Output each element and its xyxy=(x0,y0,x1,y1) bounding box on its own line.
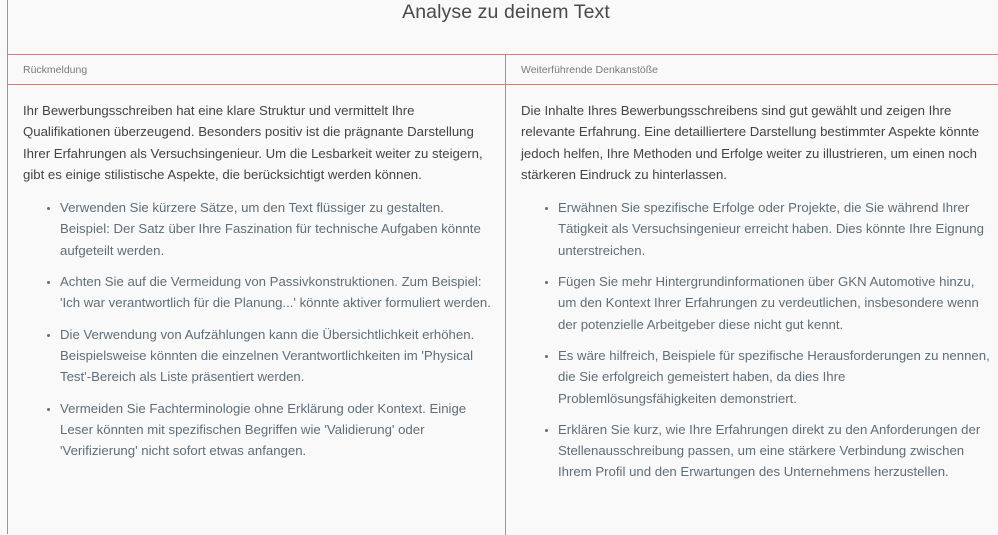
feedback-list xyxy=(23,197,493,461)
list-item: • Fügen Sie mehr Hintergrundinformationen über GKN Automotive hinzu, um den Kontext Ihrer Erfahrungen zu verdeutlichen, insbesondere wenn der potenzielle Arbeitgeber diese nicht gut kennt. xyxy=(558,271,996,335)
analysis-panel xyxy=(7,54,998,534)
list-item: • Erwähnen Sie spezifische Erfolge oder Projekte, die Sie während Ihrer Tätigkeit als Versuchsingenieur erreicht haben. Dies könnte Ihre Eignung unterstreichen. xyxy=(558,197,996,261)
thoughts-column-body xyxy=(506,85,998,483)
feedback-column-header: Rückmeldung xyxy=(8,55,505,85)
feedback-column-body xyxy=(8,85,505,461)
list-item: • Vermeiden Sie Fachterminologie ohne Erklärung oder Kontext. Einige Leser könnten mit spezifischen Begriffen wie 'Validierung' oder 'Verifizierung' nicht sofort etwas anfangen. xyxy=(60,398,493,462)
feedback-intro: Ihr Bewerbungsschreiben hat eine klare Struktur und vermittelt Ihre Qualifikationen überzeugend. Besonders positiv ist die prägnante Darstellung Ihrer Erfahrungen als Versuchsingenieur. Um die Lesbarkeit weiter zu steigern, gibt es einige stilistische Aspekte, die berücksichtigt werden können. xyxy=(23,103,483,182)
feedback-column xyxy=(8,55,506,535)
thoughts-column xyxy=(506,55,998,535)
list-item: • Verwenden Sie kürzere Sätze, um den Text flüssiger zu gestalten. Beispiel: Der Satz über Ihre Faszination für technische Aufgaben könnte aufgeteilt werden. xyxy=(60,197,493,261)
thoughts-list xyxy=(521,197,996,483)
list-item: • Achten Sie auf die Vermeidung von Passivkonstruktionen. Zum Beispiel: 'Ich war verantwortlich für die Planung...' könnte aktiver formuliert werden. xyxy=(60,271,493,314)
list-item: • Erklären Sie kurz, wie Ihre Erfahrungen direkt zu den Anforderungen der Stellenausschreibung passen, um eine stärkere Verbindung zwischen Ihrem Profil und den Erwartungen des Unternehmens herzustellen. xyxy=(558,419,996,483)
thoughts-column-header: Weiterführende Denkanstöße xyxy=(506,55,998,85)
list-item: • Die Verwendung von Aufzählungen kann die Übersichtlichkeit erhöhen. Beispielsweise könnten die einzelnen Verantwortlichkeiten im 'Physical Test'-Bereich als Liste präsentiert werden. xyxy=(60,324,493,388)
page-title: Analyse zu deinem Text xyxy=(402,1,610,23)
thoughts-intro: Die Inhalte Ihres Bewerbungsschreibens sind gut gewählt und zeigen Ihre relevante Erfahrung. Eine detailliertere Darstellung bestimmter Aspekte könnte jedoch helfen, Ihre Methoden und Erfolge weiter zu illustrieren, um einen noch stärkeren Eindruck zu hinterlassen. xyxy=(521,103,980,182)
list-item: • Es wäre hilfreich, Beispiele für spezifische Herausforderungen zu nennen, die Sie erfolgreich gemeistert haben, da dies Ihre Problemlösungsfähigkeiten demonstriert. xyxy=(558,345,996,409)
